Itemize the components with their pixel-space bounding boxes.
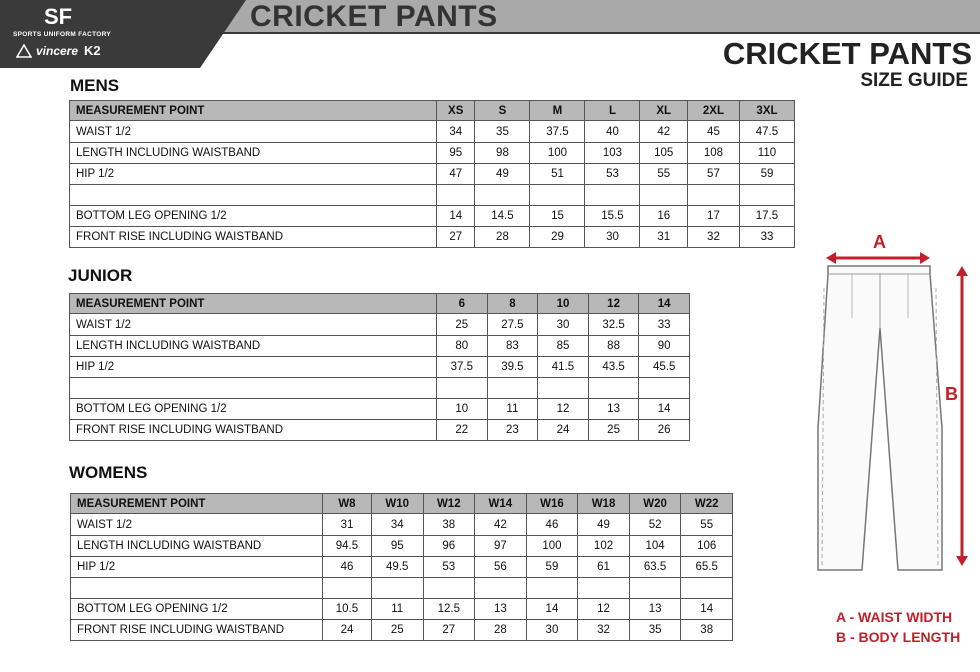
measurement-value: 24: [538, 420, 589, 441]
header-measurement-point: MEASUREMENT POINT: [70, 101, 437, 121]
measurement-value: 25: [437, 314, 488, 336]
measurement-value: 94.5: [323, 536, 372, 557]
measurement-value: 35: [475, 121, 530, 143]
measurement-value: 102: [578, 536, 630, 557]
measurement-value: 63.5: [629, 557, 681, 578]
header-size: 10: [538, 294, 589, 314]
measurement-label: FRONT RISE INCLUDING WAISTBAND: [70, 227, 437, 248]
measurement-label: WAIST 1/2: [70, 314, 437, 336]
header-size: W18: [578, 494, 630, 514]
measurement-value: 51: [530, 164, 585, 185]
measurement-label: HIP 1/2: [71, 557, 323, 578]
measurement-value: 11: [487, 399, 538, 420]
triangle-logo-icon: [16, 44, 32, 58]
table-row: [70, 185, 795, 206]
measurement-value: 32: [578, 620, 630, 641]
measurement-value: 46: [526, 514, 578, 536]
measurement-value: 61: [578, 557, 630, 578]
sf-logo-icon: SF: [44, 4, 73, 29]
measurement-value: 23: [487, 420, 538, 441]
measurement-value: 38: [681, 620, 733, 641]
measurement-value: 15: [530, 206, 585, 227]
measurement-value: 28: [475, 620, 527, 641]
measurement-value: 27: [423, 620, 475, 641]
measurement-value: 32.5: [588, 314, 639, 336]
measurement-value: 53: [423, 557, 475, 578]
header-size: W12: [423, 494, 475, 514]
measurement-value: [423, 578, 475, 599]
measurement-value: [578, 578, 630, 599]
measurement-value: 49: [475, 164, 530, 185]
measurement-value: 14.5: [475, 206, 530, 227]
mens-size-table: [69, 100, 795, 248]
measurement-value: 32: [687, 227, 739, 248]
measurement-value: [437, 185, 475, 206]
page-title: CRICKET PANTS: [722, 36, 972, 71]
header-size: 3XL: [739, 101, 794, 121]
vincere-logo: vincere: [36, 44, 79, 58]
measurement-value: 59: [526, 557, 578, 578]
measurement-value: 25: [588, 420, 639, 441]
measurement-value: [475, 185, 530, 206]
header-size: W16: [526, 494, 578, 514]
measurement-value: [475, 578, 527, 599]
measurement-value: 43.5: [588, 357, 639, 378]
measurement-value: 10: [437, 399, 488, 420]
measurement-value: 85: [538, 336, 589, 357]
measurement-value: [371, 578, 423, 599]
measurement-value: 49: [578, 514, 630, 536]
measurement-value: 31: [323, 514, 372, 536]
table-row: [70, 378, 690, 399]
measurement-value: [530, 185, 585, 206]
measurement-value: [687, 185, 739, 206]
measurement-value: 24: [323, 620, 372, 641]
page-subtitle: SIZE GUIDE: [860, 70, 968, 91]
measurement-value: [437, 378, 488, 399]
measurement-value: 98: [475, 143, 530, 164]
measurement-value: [629, 578, 681, 599]
measurement-value: [739, 185, 794, 206]
table-header-row: [70, 294, 690, 314]
header-size: M: [530, 101, 585, 121]
header-size: W22: [681, 494, 733, 514]
measurement-value: 53: [585, 164, 640, 185]
header-measurement-point: MEASUREMENT POINT: [70, 294, 437, 314]
measurement-value: 27.5: [487, 314, 538, 336]
measurement-value: 17: [687, 206, 739, 227]
measurement-value: 16: [640, 206, 687, 227]
measurement-label: FRONT RISE INCLUDING WAISTBAND: [71, 620, 323, 641]
measurement-value: 37.5: [530, 121, 585, 143]
table-row: [70, 420, 690, 441]
table-row: [70, 336, 690, 357]
table-row: [70, 121, 795, 143]
measurement-value: 34: [437, 121, 475, 143]
measurement-value: 31: [640, 227, 687, 248]
measurement-value: [487, 378, 538, 399]
womens-label: WOMENS: [69, 463, 148, 482]
header-size: XS: [437, 101, 475, 121]
measurement-value: 14: [639, 399, 690, 420]
measurement-value: [538, 378, 589, 399]
measurement-value: 34: [371, 514, 423, 536]
banner-title: CRICKET PANTS: [250, 0, 498, 33]
junior-size-table: [69, 293, 690, 441]
measurement-value: 27: [437, 227, 475, 248]
measurement-label: HIP 1/2: [70, 357, 437, 378]
header-size: 6: [437, 294, 488, 314]
measurement-value: 47: [437, 164, 475, 185]
measurement-label: [71, 578, 323, 599]
measurement-value: 100: [526, 536, 578, 557]
measurement-value: 17.5: [739, 206, 794, 227]
header-size: S: [475, 101, 530, 121]
measurement-value: [639, 378, 690, 399]
junior-label: JUNIOR: [68, 266, 133, 285]
measurement-value: 14: [681, 599, 733, 620]
measurement-value: 110: [739, 143, 794, 164]
table-row: [70, 143, 795, 164]
table-row: [71, 514, 733, 536]
measurement-value: 30: [526, 620, 578, 641]
measurement-value: 35: [629, 620, 681, 641]
dimension-b-label: B: [945, 384, 958, 404]
measurement-value: 12: [538, 399, 589, 420]
measurement-value: 56: [475, 557, 527, 578]
measurement-value: 28: [475, 227, 530, 248]
measurement-value: 42: [475, 514, 527, 536]
measurement-value: 96: [423, 536, 475, 557]
measurement-value: 88: [588, 336, 639, 357]
header-size: L: [585, 101, 640, 121]
measurement-label: BOTTOM LEG OPENING 1/2: [70, 206, 437, 227]
measurement-value: 90: [639, 336, 690, 357]
measurement-value: 39.5: [487, 357, 538, 378]
measurement-value: 12.5: [423, 599, 475, 620]
measurement-value: 42: [640, 121, 687, 143]
mens-label: MENS: [70, 76, 120, 95]
header-size: W14: [475, 494, 527, 514]
measurement-value: 103: [585, 143, 640, 164]
table-row: [71, 578, 733, 599]
table-row: [70, 164, 795, 185]
measurement-value: 41.5: [538, 357, 589, 378]
measurement-value: 80: [437, 336, 488, 357]
measurement-value: 95: [371, 536, 423, 557]
measurement-value: 97: [475, 536, 527, 557]
measurement-label: FRONT RISE INCLUDING WAISTBAND: [70, 420, 437, 441]
header-size: 8: [487, 294, 538, 314]
measurement-value: 45: [687, 121, 739, 143]
measurement-value: 105: [640, 143, 687, 164]
table-row: [71, 599, 733, 620]
measurement-value: [526, 578, 578, 599]
measurement-value: 40: [585, 121, 640, 143]
logo-text: SPORTS UNIFORM FACTORY: [13, 31, 111, 38]
measurement-label: [70, 378, 437, 399]
table-header-row: [70, 101, 795, 121]
measurement-value: 33: [639, 314, 690, 336]
measurement-value: 37.5: [437, 357, 488, 378]
legend-body-length: B - BODY LENGTH: [836, 629, 961, 645]
measurement-value: 45.5: [639, 357, 690, 378]
measurement-value: 83: [487, 336, 538, 357]
measurement-value: 100: [530, 143, 585, 164]
measurement-label: LENGTH INCLUDING WAISTBAND: [70, 143, 437, 164]
measurement-value: 30: [585, 227, 640, 248]
measurement-value: 29: [530, 227, 585, 248]
table-row: [71, 557, 733, 578]
measurement-label: BOTTOM LEG OPENING 1/2: [71, 599, 323, 620]
dimension-a-label: A: [873, 232, 886, 252]
measurement-value: 12: [578, 599, 630, 620]
womens-size-table: [70, 493, 733, 641]
measurement-value: 13: [588, 399, 639, 420]
measurement-value: 33: [739, 227, 794, 248]
measurement-value: 26: [639, 420, 690, 441]
legend-waist-width: A - WAIST WIDTH: [836, 609, 953, 625]
table-row: [70, 227, 795, 248]
table-row: [71, 536, 733, 557]
measurement-label: BOTTOM LEG OPENING 1/2: [70, 399, 437, 420]
measurement-value: 95: [437, 143, 475, 164]
measurement-value: 55: [681, 514, 733, 536]
measurement-value: 57: [687, 164, 739, 185]
table-row: [70, 399, 690, 420]
measurement-value: [681, 578, 733, 599]
measurement-value: 52: [629, 514, 681, 536]
measurement-label: WAIST 1/2: [71, 514, 323, 536]
measurement-value: [323, 578, 372, 599]
header-size: W20: [629, 494, 681, 514]
table-row: [71, 620, 733, 641]
measurement-value: 10.5: [323, 599, 372, 620]
measurement-value: [640, 185, 687, 206]
measurement-value: 106: [681, 536, 733, 557]
measurement-value: 104: [629, 536, 681, 557]
table-row: [70, 357, 690, 378]
measurement-value: 65.5: [681, 557, 733, 578]
header-size: 14: [639, 294, 690, 314]
measurement-label: LENGTH INCLUDING WAISTBAND: [71, 536, 323, 557]
header-size: W10: [371, 494, 423, 514]
table-row: [70, 206, 795, 227]
measurement-value: [588, 378, 639, 399]
measurement-value: 13: [629, 599, 681, 620]
table-header-row: [71, 494, 733, 514]
measurement-label: HIP 1/2: [70, 164, 437, 185]
measurement-value: 46: [323, 557, 372, 578]
header-size: 12: [588, 294, 639, 314]
header-size: XL: [640, 101, 687, 121]
measurement-value: 14: [526, 599, 578, 620]
measurement-value: [585, 185, 640, 206]
measurement-label: WAIST 1/2: [70, 121, 437, 143]
measurement-label: [70, 185, 437, 206]
measurement-label: LENGTH INCLUDING WAISTBAND: [70, 336, 437, 357]
header-size: W8: [323, 494, 372, 514]
measurement-value: 38: [423, 514, 475, 536]
header-measurement-point: MEASUREMENT POINT: [71, 494, 323, 514]
measurement-value: 49.5: [371, 557, 423, 578]
measurement-value: 47.5: [739, 121, 794, 143]
k2-logo: K2: [84, 43, 101, 58]
measurement-value: 15.5: [585, 206, 640, 227]
measurement-value: 108: [687, 143, 739, 164]
measurement-value: 25: [371, 620, 423, 641]
header-size: 2XL: [687, 101, 739, 121]
table-row: [70, 314, 690, 336]
measurement-value: 59: [739, 164, 794, 185]
measurement-value: 30: [538, 314, 589, 336]
measurement-value: 22: [437, 420, 488, 441]
measurement-value: 14: [437, 206, 475, 227]
measurement-value: 55: [640, 164, 687, 185]
measurement-value: 11: [371, 599, 423, 620]
measurement-value: 13: [475, 599, 527, 620]
